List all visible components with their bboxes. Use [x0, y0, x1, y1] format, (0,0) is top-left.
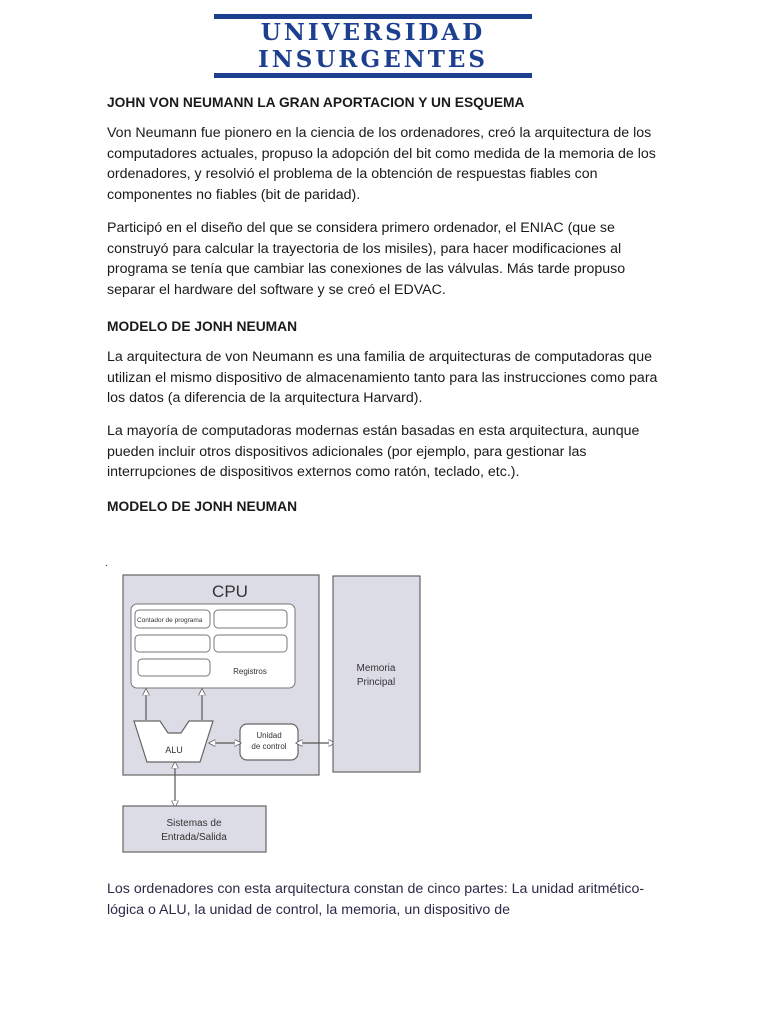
logo-line-1: UNIVERSIDAD	[260, 19, 486, 46]
register-5	[138, 659, 210, 676]
io-label-1: Sistemas de	[166, 818, 222, 829]
control-unit-label-1: Unidad	[256, 731, 282, 740]
main-memory-label-2: Principal	[356, 677, 396, 688]
heading-modelo-2: MODELO DE JONH NEUMAN	[107, 499, 298, 514]
logo-line-2: INSURGENTES	[257, 46, 489, 73]
io-label-2: Entrada/Salida	[161, 832, 227, 843]
program-counter-label: Contador de programa	[137, 617, 203, 624]
main-memory-label-1: Memoria	[356, 663, 396, 674]
alu-label: ALU	[165, 745, 183, 755]
register-3	[135, 635, 210, 652]
cpu-label: CPU	[212, 582, 248, 601]
paragraph-2: Participó en el diseño del que se considera primero ordenador, el ENIAC (que se construyó para calcular la trayectoria de los misiles), para hacer modificaciones al programa se tenía que cambiar las conexiones de las válvulas. Más tarde propuso separar el hardware del software y se creó el EDVAC.	[107, 220, 626, 298]
main-memory-box	[333, 576, 420, 772]
control-unit-label-2: de control	[251, 742, 287, 751]
paragraph-3: La arquitectura de von Neumann es una familia de arquitecturas de computadoras que utilizan el mismo dispositivo de almacenamiento tanto para las instrucciones como para los datos (a diferencia de la arquitectura Harvard).	[107, 349, 658, 407]
heading-modelo-1: MODELO DE JONH NEUMAN	[107, 319, 298, 334]
stray-dot: .	[105, 558, 108, 569]
io-systems-box	[123, 806, 266, 852]
registers-label: Registros	[233, 667, 267, 676]
paragraph-5: Los ordenadores con esta arquitectura constan de cinco partes: La unidad aritmético-lógica o ALU, la unidad de control, la memoria, un dispositivo de	[107, 881, 645, 918]
register-4	[214, 635, 287, 652]
paragraph-4: La mayoría de computadoras modernas están basadas en esta arquitectura, aunque pueden incluir otros dispositivos adicionales (por ejemplo, para gestionar las interrupciones de dispositivos externos como ratón, teclado, etc.).	[107, 423, 640, 481]
paragraph-1: Von Neumann fue pionero en la ciencia de los ordenadores, creó la arquitectura de los computadores actuales, propuso la adopción del bit como medida de la memoria de los ordenadores, y resolvió el problema de la obtención de respuestas fiables con componentes no fiables (bit de paridad).	[107, 125, 656, 203]
heading-von-neumann: JOHN VON NEUMANN LA GRAN APORTACION Y UN ESQUEMA	[107, 95, 525, 110]
register-2	[214, 610, 287, 628]
